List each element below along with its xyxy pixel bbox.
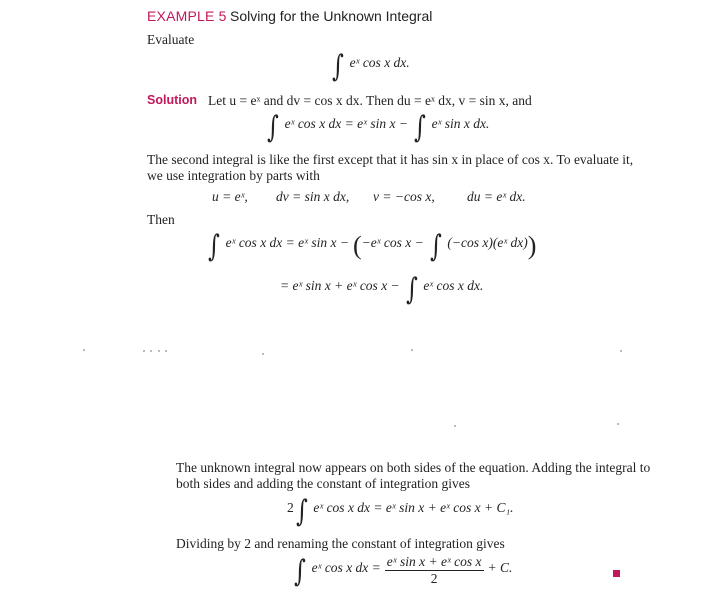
paragraph-2-line-1: The unknown integral now appears on both sides of the equation. Adding the integral to — [176, 460, 651, 475]
scan-dot — [411, 349, 413, 351]
equation-4: $^{= eˣ sin x + eˣ cos x -}$ ∫ $^{eˣ cos x dx.}$ — [280, 272, 484, 307]
integral-sign: ∫ — [295, 494, 308, 529]
equation-5: $^2$∫ $^{eˣ cos x dx = eˣ sin x + eˣ cos x + C_1.}$ — [287, 494, 514, 529]
integral-sign: ∫ — [266, 110, 279, 145]
integral-sign: ∫ — [413, 110, 426, 145]
scan-dot — [262, 353, 264, 355]
integral-sign: ∫ — [293, 554, 306, 589]
scan-dot — [454, 425, 456, 427]
solution-text: Let u = eˣ and dv = cos x dx. Then du = eˣ dx, v = sin x, and — [208, 93, 532, 108]
scan-dot — [617, 423, 619, 425]
parts-v: v = −cos x, — [373, 189, 435, 204]
scan-dot — [150, 350, 152, 352]
example-title: Solving for the Unknown Integral — [230, 8, 433, 24]
equation-1: ∫ $^{eˣ cos x dx.}$ — [331, 49, 410, 84]
equation-3: ∫ $^{eˣ cos x dx = eˣ sin x -}$ ($^{-eˣ cos x -}$ ∫ $^{(-cos x)(eˣ dx)}$) — [207, 229, 537, 264]
evaluate-label: Evaluate — [147, 32, 195, 47]
paragraph-1-line-2: we use integration by parts with — [147, 168, 320, 183]
scan-dot — [83, 349, 85, 351]
integral-sign: ∫ — [405, 272, 418, 307]
solution-label: Solution — [147, 93, 197, 107]
integral-sign: ∫ — [429, 229, 442, 264]
close-paren: ) — [527, 231, 537, 261]
scan-dot — [165, 350, 167, 352]
then-label: Then — [147, 212, 175, 227]
fraction-numerator: eˣ sin x + eˣ cos x — [386, 553, 482, 569]
equation-2: ∫ $^{eˣ cos x dx = eˣ sin x -}$ ∫ $^{eˣ sin x dx.}$ — [266, 110, 490, 145]
parts-du: du = eˣ dx. — [467, 189, 526, 204]
fraction — [385, 554, 484, 587]
equation-6: ∫ $^{eˣ cos x dx =}$ $\frac{\text{eˣ sin x + eˣ cos x}}{2}$ $^{+ C.}$ — [293, 553, 513, 589]
integral-sign: ∫ — [331, 49, 344, 84]
scan-dot — [143, 350, 145, 352]
integral-sign: ∫ — [207, 229, 220, 264]
paragraph-2-line-2: both sides and adding the constant of integration gives — [176, 476, 470, 491]
open-paren: ( — [352, 231, 362, 261]
parts-dv: dv = sin x dx, — [276, 189, 350, 204]
paragraph-3: Dividing by 2 and renaming the constant of integration gives — [176, 536, 505, 551]
end-of-example-marker — [613, 570, 620, 577]
scan-dot — [158, 350, 160, 352]
paragraph-1-line-1: The second integral is like the first except that it has sin x in place of cos x. To evaluate it, — [147, 152, 634, 167]
parts-u: u = eˣ, — [212, 189, 248, 204]
scan-dot — [620, 350, 622, 352]
fraction-denominator: 2 — [430, 570, 438, 586]
example-label: EXAMPLE 5 — [147, 8, 227, 24]
